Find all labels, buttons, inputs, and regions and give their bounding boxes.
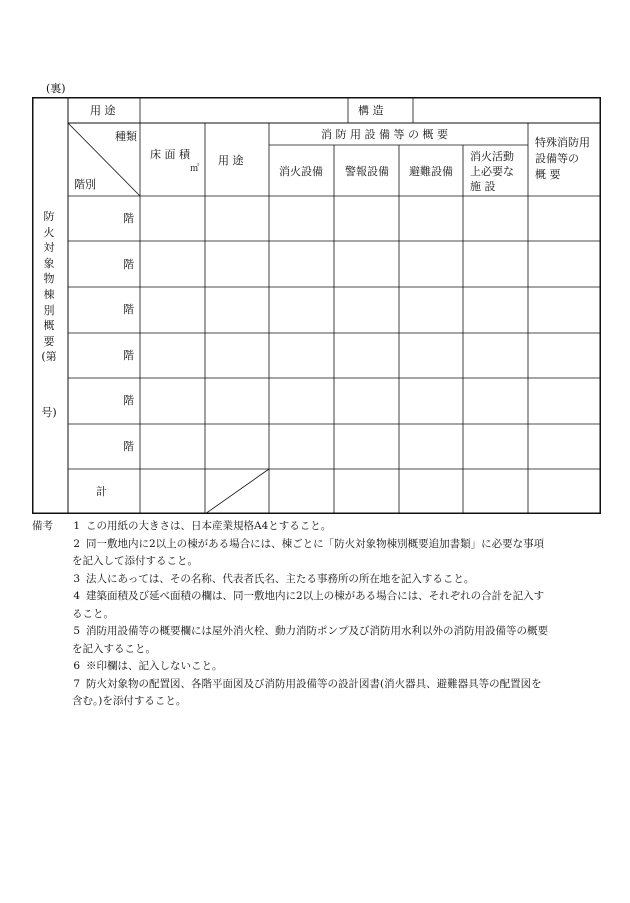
note-text	[86, 571, 602, 589]
note-number: 6	[73, 660, 80, 672]
note-line: 防火対象物の配置図、各階平面図及び消防用設備等の設計図書(消火器具、避難器具等の配置図を	[86, 677, 542, 690]
note-number: 4	[73, 590, 80, 602]
note-line: 含む。)を添付すること。	[72, 695, 187, 707]
building-overview-form	[32, 97, 601, 514]
alarm-label: 警報設備	[345, 165, 389, 178]
note-text	[72, 676, 602, 711]
side-title-end: 号)	[41, 406, 57, 420]
special-line3: 概 要	[535, 168, 561, 181]
firefighting-line2: 上必要な	[470, 165, 514, 178]
outer-border	[33, 98, 601, 514]
floor-row-label: 階	[123, 212, 134, 225]
fire-extinguishing-label: 消火設備	[279, 165, 323, 178]
note-line: ること。	[72, 607, 114, 620]
note-number: 2	[73, 537, 80, 550]
note-text	[86, 518, 602, 536]
note-line: 同一敷地内に2以上の棟がある場合には、棟ごとに「防火対象物棟別概要追加書類」に必要な事項	[86, 537, 545, 550]
note-text	[72, 623, 602, 658]
floor-row-label: 階	[123, 349, 134, 362]
note-text	[72, 588, 602, 623]
form-grid	[32, 97, 601, 514]
use-label: 用 途	[90, 104, 116, 117]
special-line1: 特殊消防用	[535, 136, 590, 149]
evacuation-label: 避難設備	[409, 165, 453, 178]
note-line: 消防用設備等の概要欄には屋外消火栓、動力消防ポンプ及び消防用水利以外の消防用設備等の概要	[86, 625, 548, 637]
structure-label: 構 造	[358, 104, 384, 117]
floor-row-label: 階	[123, 303, 134, 316]
floor-row-label: 階	[123, 440, 134, 453]
special-line2: 設備等の	[535, 152, 579, 165]
type-label: 種類	[115, 130, 137, 143]
equipment-overview-label: 消 防 用 設 備 等 の 概 要	[321, 128, 448, 141]
floor-row-label: 階	[123, 258, 134, 271]
floor-label: 階別	[74, 178, 96, 191]
floor-row-label: 階	[123, 394, 134, 407]
note-text	[72, 536, 602, 571]
side-title	[42, 209, 56, 421]
reverse-side-label: (裏)	[46, 82, 66, 95]
total-use-diagonal	[205, 469, 269, 514]
note-line: を記入して添付すること。	[72, 555, 198, 567]
note-number: 3	[73, 572, 80, 585]
firefighting-line1: 消火活動	[470, 150, 514, 163]
area-unit: ㎡	[190, 164, 200, 174]
note-line: この用紙の大きさは、日本産業規格A4とすること。	[86, 520, 332, 532]
note-number: 1	[73, 520, 80, 532]
note-line: 法人にあっては、その名称、代表者氏名、主たる事務所の所在地を記入すること。	[86, 572, 475, 585]
total-label: 計	[96, 485, 107, 498]
note-line: ※印欄は、記入しないこと。	[86, 660, 223, 672]
note-number: 7	[73, 677, 80, 690]
floor-area-label: 床 面 積	[150, 148, 190, 161]
use-column-label: 用 途	[218, 154, 244, 167]
note-number: 5	[73, 625, 80, 637]
note-line: を記入すること。	[72, 642, 156, 655]
note-text	[86, 658, 602, 676]
note-line: 建築面積及び延べ面積の欄は、同一敷地内に2以上の棟がある場合には、それぞれの合計を記入す	[86, 590, 545, 602]
notes-heading: 備考	[32, 520, 53, 532]
firefighting-line3: 施 設	[470, 180, 496, 193]
side-title-main: 防火対象物棟別概要(第	[41, 210, 57, 364]
